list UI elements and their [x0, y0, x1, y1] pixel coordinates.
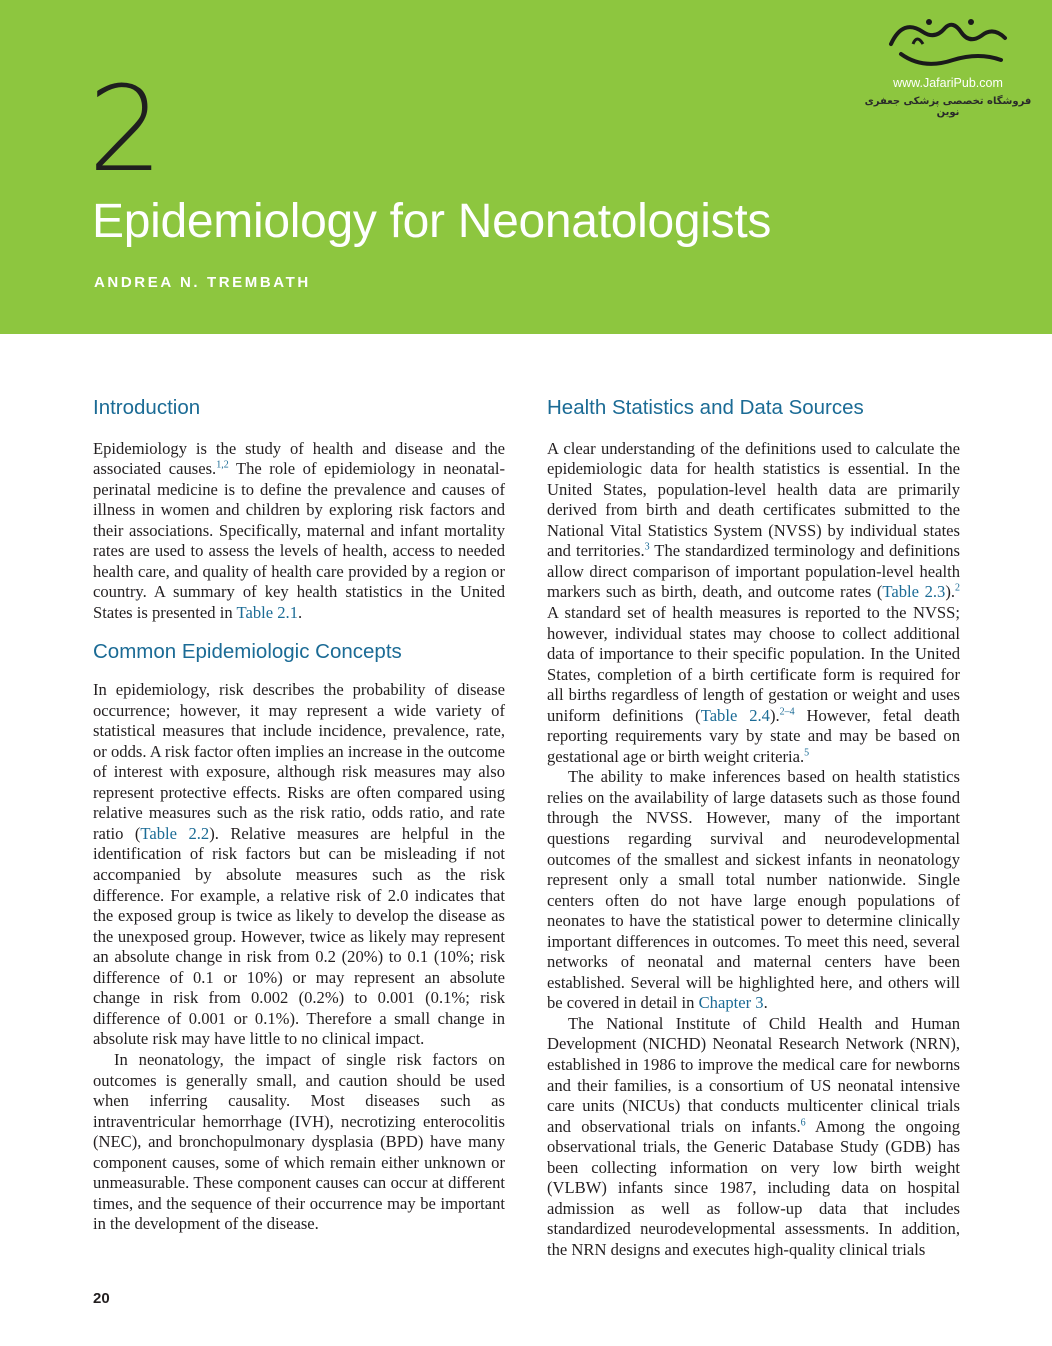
health-stats-paragraph-2: The ability to make inferences based on health statistics relies on the availability of large datasets such as those found through the NVSS. However, many of the important questions regarding survival and neurodevelopmental outcomes of the smallest and sickest infants in neonatology represent only a small total number nationwide. Single centers often do not have large enough populations of neonates to have the statistical power to determine clinically important differences in outcomes. To meet this need, several networks of neonatal and maternal centers have been established. Several will be highlighted here, and others will be covered in detail in Chapter 3.	[547, 767, 960, 1013]
chapter-reference-link[interactable]: Chapter 3	[698, 993, 764, 1013]
chapter-banner	[0, 0, 1052, 334]
concepts-paragraph-2: In neonatology, the impact of single risk factors on outcomes is generally small, and caution should be used when inferring causality. Most diseases such as intraventricular hemorrhage (IVH), necrotizing enterocolitis (NEC), and bronchopulmonary dysplasia (BPD) have many component causes, some of which remain either unknown or unmeasurable. These component causes can occur at different times, and the sequence of their occurrence may be important in the development of the disease.	[93, 1049, 505, 1234]
table-reference-link[interactable]: Table 2.2	[140, 823, 210, 843]
publisher-tagline: فروشگاه تخصصی پزشکی جعفری نوین	[864, 96, 1032, 118]
page-number: 20	[93, 1290, 110, 1307]
citation[interactable]: 6	[800, 1117, 806, 1129]
publisher-logo	[858, 14, 1038, 124]
citation[interactable]: 5	[804, 747, 810, 759]
table-reference-link[interactable]: Table 2.3	[882, 582, 946, 602]
introduction-paragraph: Epidemiology is the study of health and disease and the associated causes.$^{1,2}$ The role of epidemiology in neonatal-perinatal medicine is to define the prevalence and causes of illness in women and children by exploring risk factors and their associations. Specifically, maternal and infant mortality rates are used to assess the levels of health, access to needed health care, and quality of health care provided by a region or country. A summary of key health statistics in the United States is presented in Table 2.1.	[93, 438, 505, 622]
table-reference-link[interactable]: Table 2.1	[236, 602, 299, 622]
section-heading-introduction: Introduction	[93, 396, 201, 419]
concepts-paragraph-1: In epidemiology, risk describes the probability of disease occurrence; however, it may represent a wide variety of statistical measures that include incidence, prevalence, rate, or odds. A risk factor often implies an increase in the outcome of interest with exposure, although risk measures may also represent protective effects. Risks are often compared using relative measures such as the risk ratio, odds ratio, and rate ratio (Table 2.2). Relative measures are helpful in the identification of risk factors but can be misleading if not accompanied by absolute measures such as the risk difference. For example, a relative risk of 2.0 indicates that the exposed group is twice as likely to develop the disease as the unexposed group. However, twice as likely may represent an absolute change in risk from 0.2 (20%) to 0.1 (10%; risk difference of 0.1 or 10%) or may represent an absolute change in risk from 0.002 (0.2%) to 0.001 (0.1%; risk difference of 0.001 or 0.1%). Therefore a small change in absolute risk may have little to no clinical impact.	[93, 680, 505, 1049]
left-column	[93, 396, 505, 1235]
chapter-number: 2	[88, 60, 164, 198]
health-stats-paragraph-3: The National Institute of Child Health and Human Development (NICHD) Neonatal Research Network (NRN), established in 1986 to improve the medical care for newborns and their families, is a consortium of US neonatal intensive care units (NICUs) that conducts multicenter clinical trials and observational trials on infants.$^6$ Among the ongoing observational trials, the Generic Database Study (GDB) has been collecting information on very low birth weight (VLBW) infants since 1987, including data on hospital admission as well as follow-up data that includes standardized neurodevelopmental assessments. In addition, the NRN designs and executes high-quality clinical trials	[547, 1013, 960, 1259]
chapter-author: ANDREA N. TREMBATH	[94, 274, 311, 291]
citation[interactable]: 2–4	[779, 706, 795, 718]
section-heading-concepts: Common Epidemiologic Concepts	[93, 639, 402, 663]
section-heading-health-statistics: Health Statistics and Data Sources	[547, 396, 864, 419]
citation[interactable]: 3	[644, 541, 650, 553]
citation[interactable]: 2	[955, 582, 960, 594]
right-column	[547, 396, 960, 1260]
publisher-url: www.JafariPub.com	[893, 76, 1003, 90]
publisher-logo-mark	[883, 14, 1013, 76]
citation[interactable]: 1,2	[216, 459, 229, 471]
health-stats-paragraph-1: A clear understanding of the definitions used to calculate the epidemiologic data for health statistics is essential. In the United States, population-level health data are primarily derived from birth and death certificates submitted to the National Vital Statistics System (NVSS) by individual states and territories.$^3$ The standardized terminology and definitions allow direct comparison of important population-level health markers such as birth, death, and outcome rates (Table 2.3).$^2$ A standard set of health measures is reported to the NVSS; however, individual states may choose to collect additional data of importance to their specific population. In the United States, completion of a birth certificate form is required for all births regardless of length of gestation or weight and uses uniform definitions (Table 2.4).$^{2-4}$ However, fetal death reporting requirements vary by state and may be based on gestational age or birth weight criteria.$^5$	[547, 438, 960, 766]
table-reference-link[interactable]: Table 2.4	[700, 705, 770, 725]
chapter-title: Epidemiology for Neonatologists	[92, 195, 772, 248]
